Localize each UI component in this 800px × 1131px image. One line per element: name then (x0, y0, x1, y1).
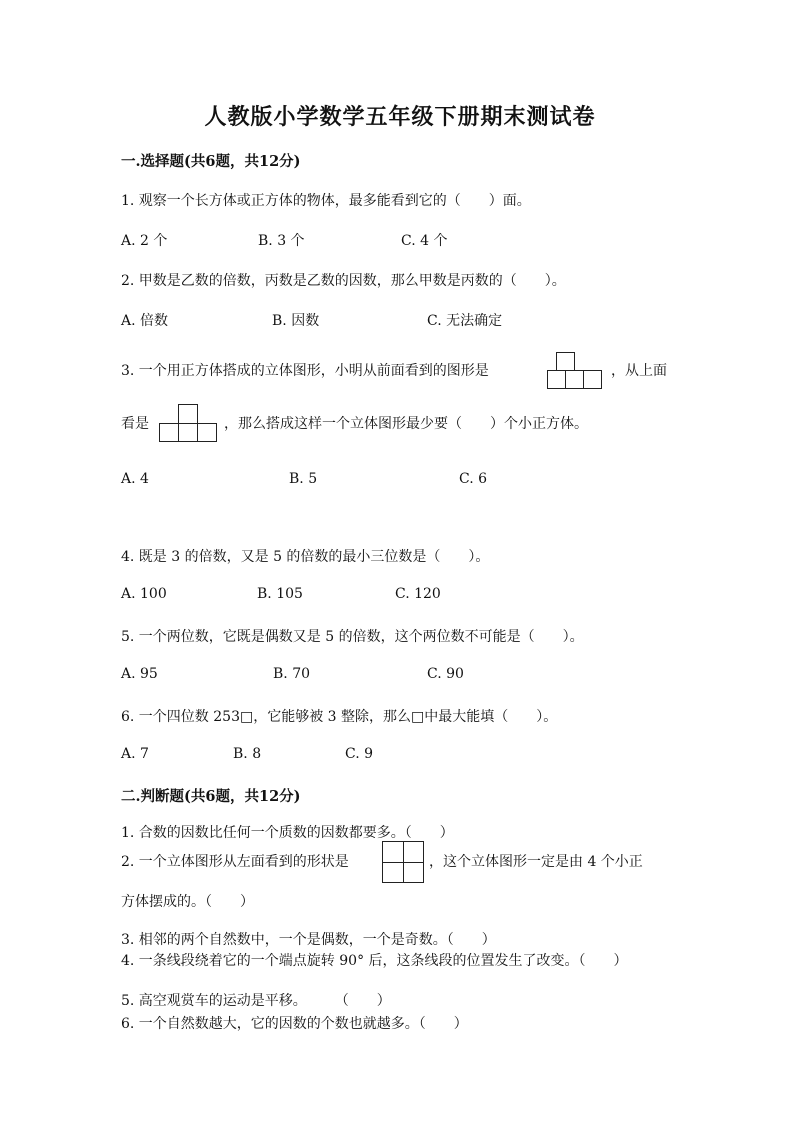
question-3-line2: ，那么搭成这样一个立体图形最少要（ ）个小正方体。 (224, 416, 588, 432)
option-4c: C. 120 (395, 586, 441, 602)
section-heading-judge: 二.判断题(共6题，共12分) (121, 788, 301, 805)
page-title: 人教版小学数学五年级下册期末测试卷 (204, 104, 596, 130)
question-6: 6. 一个四位数 253□，它能够被 3 整除，那么□中最大能填（ ）。 (121, 709, 558, 725)
judge-item-6: 6. 一个自然数越大，它的因数的个数也就越多。（ ） (121, 1016, 468, 1032)
question-5: 5. 一个两位数，它既是偶数又是 5 的倍数，这个两位数不可能是（ ）。 (121, 629, 584, 645)
option-6a: A. 7 (121, 746, 149, 762)
judge-item-1: 1. 合数的因数比任何一个质数的因数都要多。（ ） (121, 825, 454, 841)
left-view-figure (382, 841, 424, 883)
option-4a: A. 100 (121, 586, 167, 602)
option-6c: C. 9 (345, 746, 374, 762)
option-6b: B. 8 (233, 746, 262, 762)
question-3-line1: 3. 一个用正方体搭成的立体图形，小明从前面看到的图形是 (121, 363, 489, 379)
option-5c: C. 90 (427, 666, 464, 682)
option-2c: C. 无法确定 (427, 313, 503, 329)
option-3b: B. 5 (289, 471, 318, 487)
question-3-line1-end: ，从上面 (611, 363, 667, 379)
question-2: 2. 甲数是乙数的倍数，丙数是乙数的因数，那么甲数是丙数的（ ）。 (121, 273, 566, 289)
option-2b: B. 因数 (272, 313, 320, 329)
question-4: 4. 既是 3 的倍数，又是 5 的倍数的最小三位数是（ ）。 (121, 549, 490, 565)
judge-item-2-line1: 2. 一个立体图形从左面看到的形状是 (121, 854, 349, 870)
option-5b: B. 70 (273, 666, 311, 682)
option-4b: B. 105 (257, 586, 303, 602)
option-1c: C. 4 个 (401, 233, 448, 249)
judge-item-4: 4. 一条线段绕着它的一个端点旋转 90° 后，这条线段的位置发生了改变。（ ） (121, 953, 628, 969)
section-heading-choice: 一.选择题(共6题，共12分) (121, 153, 301, 170)
question-1: 1. 观察一个长方体或正方体的物体，最多能看到它的（ ）面。 (121, 193, 531, 209)
judge-item-3: 3. 相邻的两个自然数中，一个是偶数，一个是奇数。（ ） (121, 932, 496, 948)
option-1b: B. 3 个 (258, 233, 305, 249)
front-view-figure (547, 352, 603, 390)
question-3-line2-start: 看是 (121, 416, 149, 432)
top-view-figure (159, 404, 217, 442)
option-2a: A. 倍数 (121, 313, 169, 329)
judge-item-2-line1-end: ，这个立体图形一定是由 4 个小正 (429, 854, 643, 870)
judge-item-5: 5. 高空观赏车的运动是平移。 （ ） (121, 993, 391, 1009)
option-3c: C. 6 (459, 471, 488, 487)
option-1a: A. 2 个 (121, 233, 168, 249)
option-3a: A. 4 (121, 471, 149, 487)
option-5a: A. 95 (121, 666, 158, 682)
judge-item-2-line2: 方体摆成的。（ ） (121, 894, 254, 910)
